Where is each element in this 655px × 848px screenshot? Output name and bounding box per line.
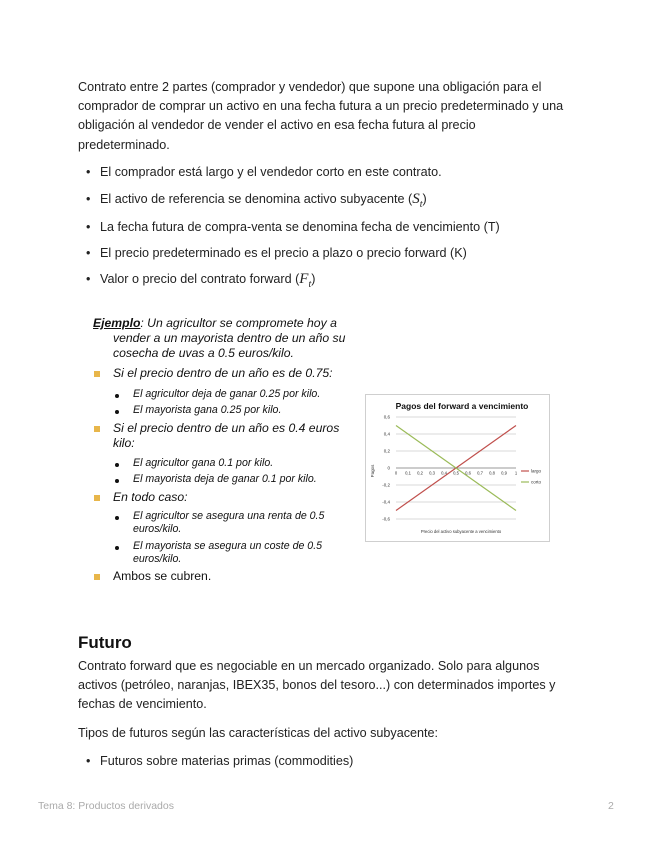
y-tick-label: -0,2 (382, 482, 390, 488)
x-tick-label: 0,1 (405, 470, 411, 476)
y-tick-label: 0,4 (383, 431, 390, 437)
bullet-text: Valor o precio del contrato forward ( (100, 272, 300, 286)
legend-label-largo: largo (531, 468, 542, 474)
round-bullet-icon (115, 463, 119, 467)
example-label: Ejemplo (93, 316, 141, 330)
list-item: • El activo de referencia se denomina activo subyacente $(S_t)$ (78, 189, 598, 217)
x-tick-label: 0,9 (501, 470, 507, 476)
case-3-a-line-1: El agricultor se asegura una renta de 0.5 (133, 510, 325, 522)
case-4: Ambos se cubren. (113, 569, 212, 583)
square-bullet-icon (94, 371, 100, 377)
bullet-text: La fecha futura de compra-venta se denomina fecha de vencimiento (T) (100, 220, 500, 234)
x-tick-label: 0,2 (417, 470, 423, 476)
section-heading-futuro: Futuro (78, 633, 132, 652)
y-axis-label: Pagos (370, 464, 375, 478)
intro-line-1: Contrato entre 2 partes (comprador y vendedor) que supone una obligación para el (78, 80, 542, 94)
example-line-2: vender a un mayorista dentro de un año su (113, 331, 346, 345)
chart-title: Pagos del forward a vencimiento (395, 401, 529, 411)
intro-line-2: comprador de comprar un activo en una fecha futura a un precio predeterminado y una (78, 99, 564, 114)
x-tick-label: 1 (514, 470, 518, 476)
example-line-3: cosecha de uvas a 0.5 euros/kilo. (113, 346, 294, 360)
x-tick-labels (395, 471, 518, 476)
case-1-b: El mayorista gana 0.25 por kilo. (133, 404, 282, 416)
x-tick-label: 0,6 (465, 470, 471, 476)
y-tick-label: 0,2 (383, 448, 390, 454)
example-slide-image (85, 312, 555, 592)
bullet-text: El precio predeterminado es el precio a plazo o precio forward (K) (100, 246, 467, 260)
case-2-line-1: Si el precio dentro de un año es 0.4 euros (113, 421, 340, 435)
y-tick-label: 0,6 (383, 414, 390, 420)
x-tick-label: 0,3 (429, 470, 435, 476)
futuro-paragraph (78, 657, 598, 715)
round-bullet-icon (115, 410, 119, 414)
list-item (78, 752, 598, 770)
footer-page-number: 2 (608, 800, 614, 812)
case-2-b: El mayorista deja de ganar 0.1 por kilo. (133, 473, 317, 485)
definition-bullets (78, 163, 598, 295)
intro-line-4: predeterminado. (78, 137, 170, 152)
round-bullet-icon (115, 546, 119, 550)
forward-payoff-chart (365, 394, 550, 542)
futuro-line-3: fechas de vencimiento. (78, 697, 207, 712)
list-item: • Valor o precio del contrato forward $(F_t)$ (78, 269, 598, 295)
example-line-1: Ejemplo: Un agricultor se compromete hoy a (93, 316, 337, 330)
case-3: En todo caso: (113, 490, 188, 504)
list-item (78, 243, 598, 269)
legend-label-corto: corto (531, 479, 542, 485)
y-tick-label: -0,4 (382, 499, 390, 505)
footer-title: Tema 8: Productos derivados (38, 800, 174, 812)
case-3-b-line-1: El mayorista se asegura un coste de 0.5 (133, 540, 323, 552)
bullet-text: Futuros sobre materias primas (commodities) (100, 754, 354, 768)
chart-legend (521, 469, 542, 485)
futuro-bullets (78, 752, 598, 770)
list-item (78, 163, 598, 189)
intro-line-3: obligación al vendedor de vender el activo en esa fecha futura al precio (78, 118, 476, 133)
round-bullet-icon (115, 479, 119, 483)
square-bullet-icon (94, 574, 100, 580)
futuro-line-1: Contrato forward que es negociable en un mercado organizado. Solo para algunos (78, 659, 540, 673)
x-tick-label: 0,7 (477, 470, 483, 476)
square-bullet-icon (94, 495, 100, 501)
x-tick-label: 0,5 (453, 470, 459, 476)
case-2-line-2: kilo: (113, 436, 135, 450)
math-f-t: $F_t$ (299, 271, 312, 290)
case-3-b-line-2: euros/kilo. (133, 553, 182, 565)
bullet-text: El comprador está largo y el vendedor corto en este contrato. (100, 165, 442, 179)
math-s-t: $S_t$ (412, 191, 423, 210)
y-tick-label: 0 (387, 465, 390, 471)
case-3-a-line-2: euros/kilo. (133, 523, 182, 535)
list-item (78, 217, 598, 243)
round-bullet-icon (115, 394, 119, 398)
intro-paragraph (78, 78, 578, 155)
x-tick-label: 0,4 (441, 470, 447, 476)
case-1: Si el precio dentro de un año es de 0.75: (113, 366, 333, 380)
case-1-a: El agricultor deja de ganar 0.25 por kilo. (133, 388, 321, 400)
y-tick-label: -0,6 (382, 516, 390, 522)
bullet-text: El activo de referencia se denomina activo subyacente ( (100, 192, 413, 206)
round-bullet-icon (115, 516, 119, 520)
futuro-line-2: activos (petróleo, naranjas, IBEX35, bonos del tesoro...) con determinados importes y (78, 678, 556, 693)
x-tick-label: 0 (394, 470, 398, 476)
x-axis-label: Precio del activo subyacente a vencimiento (420, 529, 502, 534)
x-tick-label: 0,8 (489, 470, 495, 476)
y-tick-labels (382, 415, 390, 522)
case-2-a: El agricultor gana 0.1 por kilo. (133, 457, 274, 469)
square-bullet-icon (94, 426, 100, 432)
chart-svg (366, 395, 549, 541)
futuro-types-intro: Tipos de futuros según las características del activo subyacente: (78, 726, 439, 740)
